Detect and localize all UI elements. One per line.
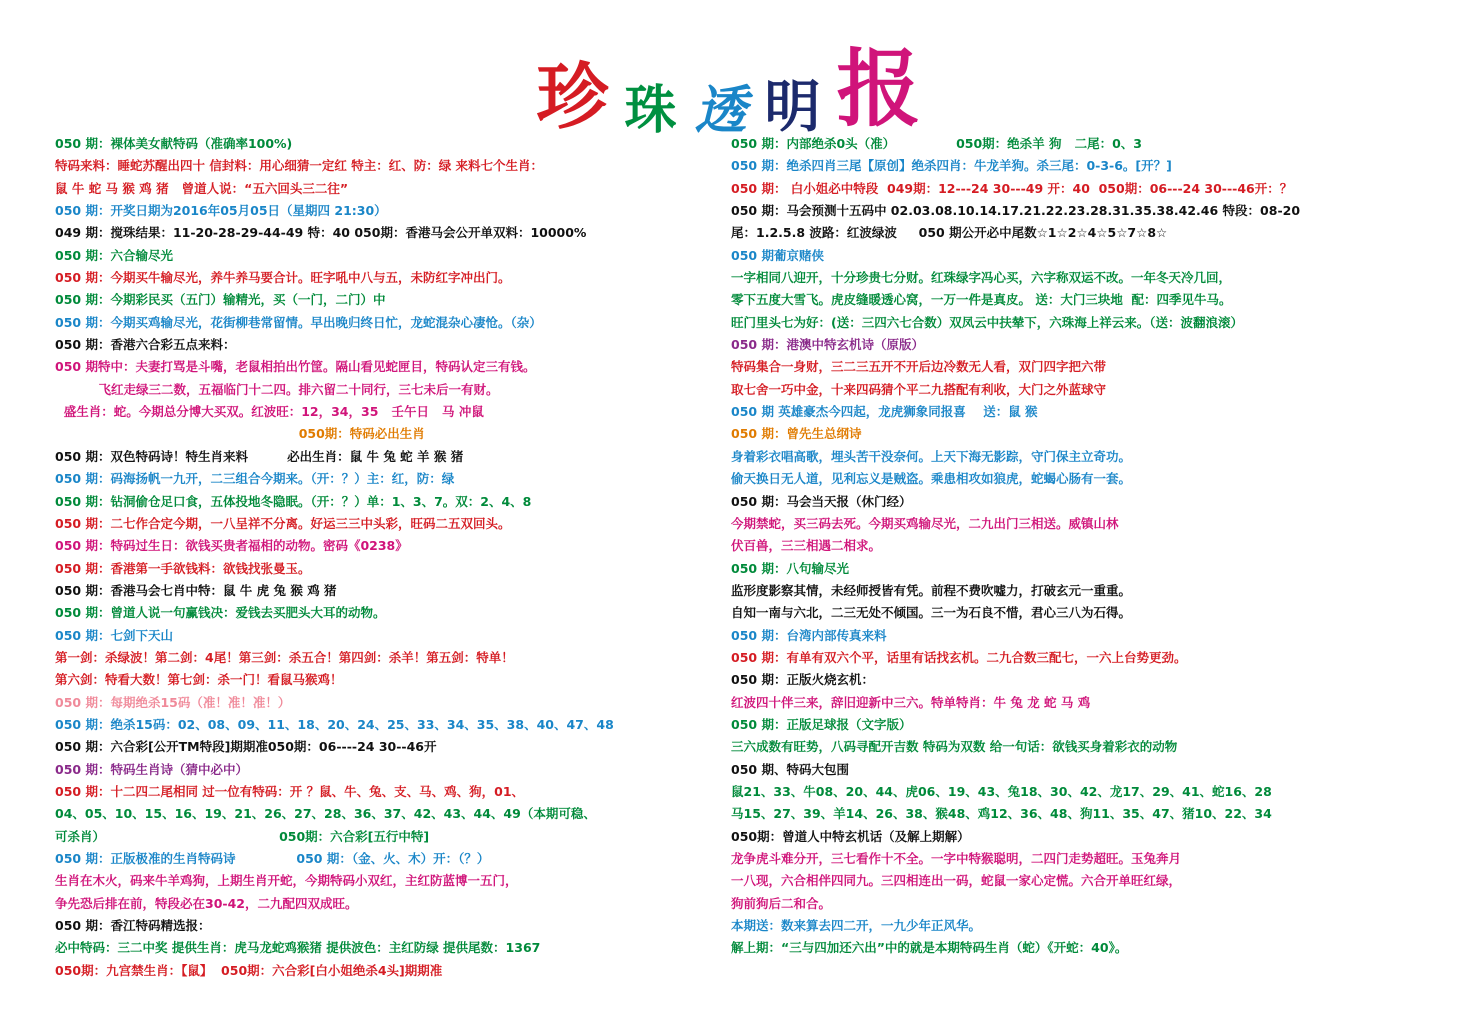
text-line: 一八现，六合相伴四同九。三四相连出一码，蛇鼠一家心定慌。六合开单旺红绿， [731,873,1182,889]
text-line: 050 期：台湾内部传真来料 [731,627,887,643]
text-line: 050 期：每期绝杀15码（准！准！准！） [55,694,291,710]
text-line: 050 期：香江特码精选报： [55,918,211,934]
text-line: 必中特码：三二中奖 提供生肖：虎马龙蛇鸡猴猪 提供波色：主红防绿 提供尾数：1367 [55,940,541,956]
title-char-5: 报 [836,39,921,138]
text-line: 050 期：港澳中特玄机诗（原版） [731,337,924,353]
text-line: 鼠21、33、牛08、20、44、虎06、19、43、兔18、30、42、龙17、29、41、蛇16、28 [731,783,1272,799]
text-line: 050 期：六合输尽光 [55,247,173,263]
text-line: 050期：曾道人中特玄机话（及解上期解） [731,828,970,844]
text-line: 生肖在木火，码来牛羊鸡狗，上期生肖开蛇，今期特码小双红，主红防蓝博一五门， [55,873,518,889]
text-line: 050 期：二七作合定今期，一八呈祥不分离。好运三三中头彩，旺码二五双回头。 [55,515,511,531]
title-char-1: 珍 [536,54,609,139]
text-line: 050期：特码必出生肖 [55,426,425,442]
text-line: 第六剑：特看大数！第七剑：杀一门！看鼠马猴鸡！ [55,672,343,688]
text-line: 鼠 牛 蛇 马 猴 鸡 猪 曾道人说：“五六回头三二往” [55,180,349,196]
text-line: 偷天换日无人道，见利忘义是贼盗。乘患相攻如狼虎，蛇蝎心肠有一套。 [731,471,1132,487]
text-line: 三六成数有旺势，八码寻配开吉数 特码为双数 给一句话：欲钱买身着彩衣的动物 [731,739,1178,755]
text-line: 伏百兽，三三相遇二相求。 [731,538,882,554]
text-line: 050 期、特码大包围 [731,761,849,777]
newspaper-title [0,22,1457,141]
text-line: 监形度影察其情，未经师授皆有凭。前程不费吹嘘力，打破玄元一重重。 [731,582,1132,598]
text-line: 050 期：绝杀四肖三尾【原创】绝杀四肖：牛龙羊狗。杀三尾：0-3-6。[开？] [731,158,1172,174]
title-char-4: 明 [764,74,821,140]
text-line: 050 期：马会当天报（休门经） [731,493,912,509]
text-line: 050 期：香港马会七肖中特：鼠 牛 虎 兔 猴 鸡 猪 [55,582,337,598]
text-line: 本期送：数来算去四二开，一九少年正风华。 [731,918,982,934]
text-line: 第一剑：杀绿波！第二剑：4尾！第三剑：杀五合！第四剑：杀羊！第五剑：特单！ [55,649,514,665]
text-line: 050 期：开奖日期为2016年05月05日（星期四 21:30） [55,203,387,219]
text-line: 身着彩衣唱高歌，埋头苦干没奈何。上天下海无影踪，守门保主立奇功。 [731,448,1132,464]
text-line: 自知一南与六北，二三无处不倾国。三一为石良不惜，君心三八为石得。 [731,605,1132,621]
text-line: 050 期：有单有双六个平，话里有话找玄机。二九合数三配七，一六上台势更劲。 [731,649,1187,665]
text-line: 050 期：曾道人说一句赢钱决：爱钱去买肥头大耳的动物。 [55,605,386,621]
text-line: 050 期：正版足球报（文字版） [731,716,912,732]
text-line: 050 期：八句输尽光 [731,560,849,576]
text-line: 050 期：双色特码诗！特生肖来料 必出生肖：鼠 牛 兔 蛇 羊 猴 猪 [55,448,464,464]
text-line: 龙争虎斗难分开，三七看作十不全。一字中特猴聪明，二四门走势超旺。玉兔奔月 [731,851,1182,866]
text-line: 马15、27、39、羊14、26、38、猴48、鸡12、36、48、狗11、35、47、猪10、22、34 [731,806,1272,822]
title-char-3: 透 [694,80,747,141]
text-line: 050 期：马会预测十五码中 02.03.08.10.14.17.21.22.23.28.31.35.38.42.46 特段：08-20 [731,203,1301,219]
text-line: 一字相同八迎开，十分珍贵七分财。红珠绿字冯心买，六字称双运不改。一年冬天冷几回， [731,270,1232,286]
text-line: 050 期：七剑下天山 [55,627,173,643]
right-column [731,133,1421,960]
text-line: 尾：1.2.5.8 波路：红波绿波 050 期公开必中尾数☆1☆2☆4☆5☆7☆8☆ [731,225,1168,241]
text-line: 取七舍一巧中金，十来四码猜个平二九搭配有利收，大门之外蓝球守 [731,381,1107,397]
left-column [55,133,695,982]
text-line: 盛生肖：蛇。今期总分博大买双。红波旺：12，34，35 壬午日 马 冲鼠 [55,404,484,420]
text-line: 050 期：今期买牛输尽光，养牛养马要合计。旺字吼中八与五，未防红字冲出门。 [55,270,511,286]
text-line: 旺门里头七为好：(送：三四六七合数）双凤云中扶辇下，六珠海上祥云来。（送：波翻浪滚） [731,314,1243,330]
text-line: 050 期：今期彩民买（五门）输精光，买（一门，二门）中 [55,292,386,308]
text-line: 050 期：码海扬帆一九开，二三组合今期来。（开：？）主：红，防：绿 [55,471,455,487]
text-line: 050 期特中：夫妻打骂是斗嘴，老鼠相拍出竹筐。隔山看见蛇匣目，特码认定三有钱。 [55,359,536,375]
text-line: 050 期 英雄豪杰今四起，龙虎狮象同报喜 送：鼠 猴 [731,404,1038,420]
text-line: 050 期：钻洞偷仓足口食，五体投地冬隐眠。（开：？）单：1、3、7。双：2、4、8 [55,493,532,509]
text-line: 050 期：正版极准的生肖特码诗 050 期：（金、火、木）开：（？） [55,851,490,866]
text-line: 零下五度大雪飞。虎皮缝暖透心窝，一万一件是真皮。 送：大门三块地 配：四季见牛马。 [731,292,1232,308]
text-line: 050 期：绝杀15码：02、08、09、11、18、20、24、25、33、34、35、38、40、47、48 [55,716,614,732]
text-line: 解上期：“三与四加还六出”中的就是本期特码生肖（蛇）《开蛇：40》。 [731,940,1128,956]
text-line: 050 期：曾先生总纲诗 [731,426,862,442]
text-line: 050 期：特码过生日：欲钱买贵者福相的动物。密码《0238》 [55,538,408,554]
text-line: 今期禁蛇，买三码去死。今期买鸡输尽光，二九出门三相送。威镇山林 [731,515,1119,531]
text-line: 050 期葡京赌侠 [731,247,824,263]
text-line: 狗前狗后二和合。 [731,895,832,911]
text-line: 飞红走绿三二数，五福临门十二四。排六留二十同行，三七未后一有财。 [55,381,499,397]
text-line: 特码来料：睡蛇苏醒出四十 信封料：用心细猜一定红 特主：红、防：绿 来料七个生肖： [55,158,544,174]
text-line: 050 期：内部绝杀0头（准） 050期：绝杀羊 狗 二尾：0、3 [731,136,1142,151]
text-line: 050 期：香港第一手欲钱料：欲钱找张曼玉。 [55,560,311,576]
text-line: 050 期：今期买鸡输尽光，花街柳巷常留情。早出晚归终日忙，龙蛇混杂心凄怆。（杂） [55,314,542,330]
text-line: 050 期：香港六合彩五点来料： [55,337,236,353]
text-line: 050期：九宫禁生肖：【鼠】 050期：六合彩[白小姐绝杀4头]期期准 [55,962,443,978]
text-line: 049 期：搅珠结果：11-20-28-29-44-49 特：40 050期：香港马会公开单双料：10000% [55,225,587,241]
title-char-2: 珠 [624,80,677,141]
text-line: 050 期：裸体美女献特码（准确率100%) [55,136,293,151]
text-line: 050 期：特码生肖诗（猜中必中） [55,761,248,777]
text-line: 04、05、10、15、16、19、21、26、27、28、36、37、42、43、44、49（本期可稳、 [55,806,596,822]
text-line: 争先恐后排在前，特段必在30-42，二九配四双成旺。 [55,895,358,911]
text-line: 050 期：六合彩[公开TM特段]期期准050期：06----24 30--46开 [55,739,437,755]
text-line: 050 期：十二四二尾相同 过一位有特码：开 ？鼠、牛、兔、支、马、鸡、狗，01、 [55,783,525,799]
text-line: 特码集合一身财，三二三五开不开后边冷数无人看，双门四字把六带 [731,359,1107,375]
text-line: 050 期：正版火烧玄机： [731,672,874,688]
text-line: 050 期： 白小姐必中特段 049期：12---24 30---49 开：40 050期：06---24 30---46开：？ [731,180,1293,196]
text-line: 可杀肖） 050期：六合彩[五行中特] [55,828,430,844]
text-line: 红波四十伴三来，辞旧迎新中三六。特单特肖：牛 兔 龙 蛇 马 鸡 [731,694,1091,710]
